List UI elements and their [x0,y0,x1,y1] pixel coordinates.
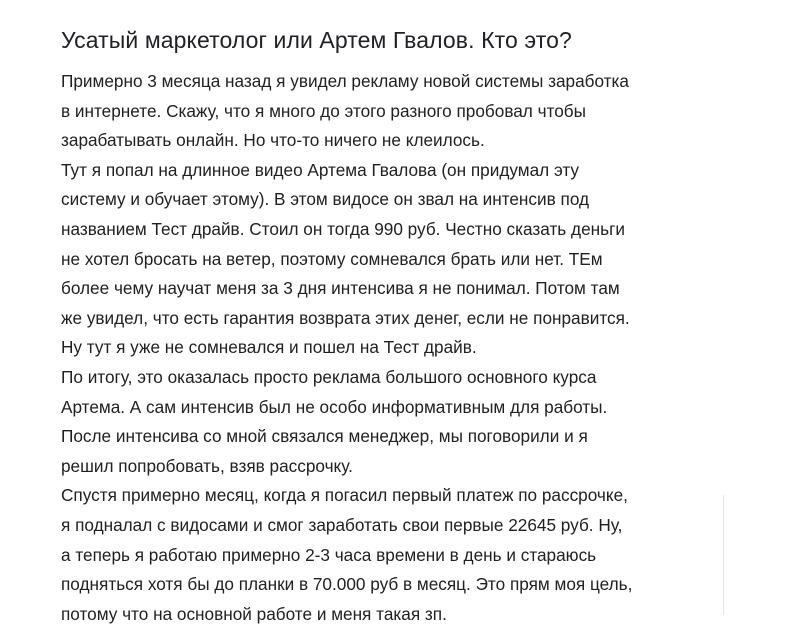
article-line: а теперь я работаю примерно 2-3 часа времени в день и стараюсь [61,544,597,565]
article-line: Артема. А сам интенсив был не особо информативным для работы. [61,396,608,417]
article-line: Ну тут я уже не сомневался и пошел на Тест драйв. [61,337,477,358]
article-line: По итогу, это оказалась просто реклама большого основного курса [61,366,597,387]
article-line: Спустя примерно месяц, когда я погасил первый платеж по рассрочке, [61,485,628,506]
article-line: решил попробовать, взяв рассрочку. [61,455,353,476]
article-line: систему и обучает этому). В этом видосе он звал на интенсив под [61,189,590,210]
article-line: же увидел, что есть гарантия возврата этих денег, если не понравится. [61,307,630,328]
article-line: в интернете. Скажу, что я много до этого разного пробовал чтобы [61,100,587,121]
article-line: не хотел бросать на ветер, поэтому сомневался брать или нет. ТЕм [61,248,603,269]
article-line: названием Тест драйв. Стоил он тогда 990 руб. Честно сказать деньги [61,218,625,239]
page-edge-divider [723,495,724,615]
article-line: зарабатывать онлайн. Но что-то ничего не клеилось. [61,130,485,151]
article-body [61,67,731,629]
article-line: я подналал с видосами и смог заработать свои первые 22645 руб. Ну, [61,514,623,535]
article-line: Примерно 3 месяца назад я увидел рекламу новой системы заработка [61,71,629,91]
article [61,22,731,629]
article-line: более чему научат меня за 3 дня интенсива я не понимал. Потом там [61,278,620,299]
article-line: подняться хотя бы до планки в 70.000 руб в месяц. Это прям моя цель, [61,574,633,595]
article-title: Усатый маркетолог или Артем Гвалов. Кто это? [61,27,572,53]
article-line: Тут я попал на длинное видео Артема Гвалова (он придумал эту [61,159,580,180]
article-line: потому что на основной работе и меня такая зп. [61,603,447,624]
article-line: После интенсива со мной связался менеджер, мы поговорили и я [61,426,588,447]
